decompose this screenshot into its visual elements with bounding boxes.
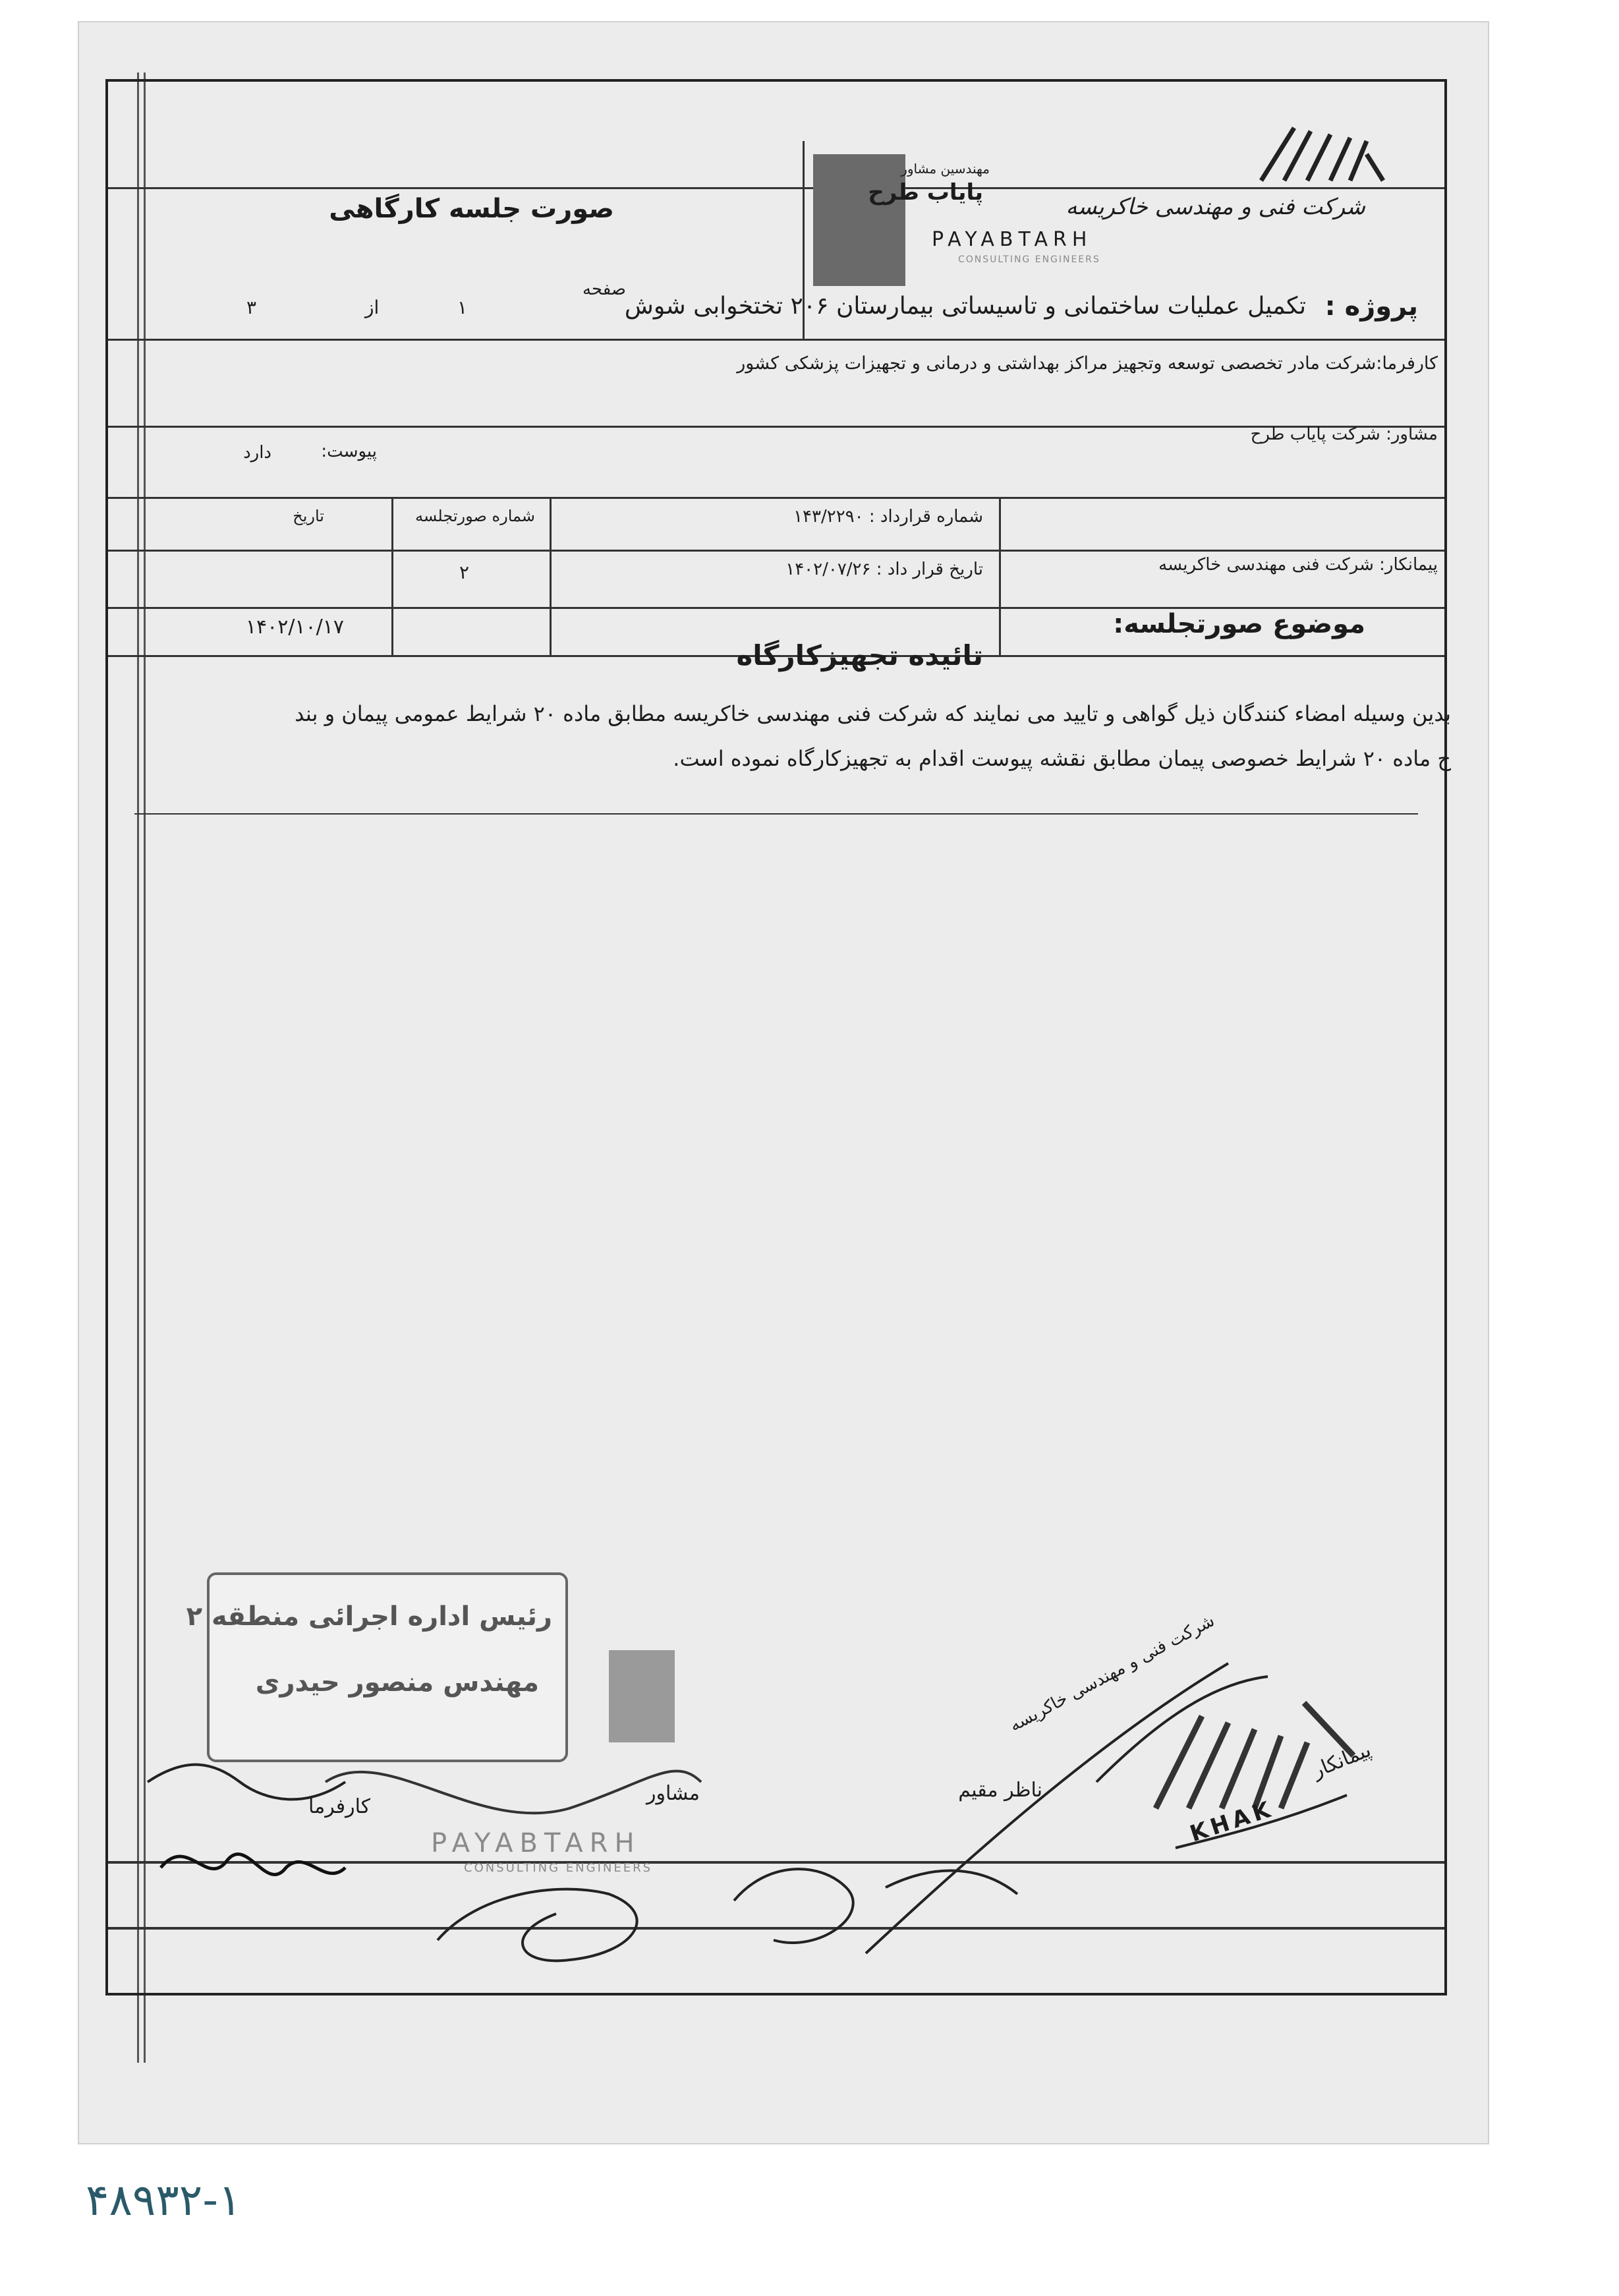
consultant-logo-name: پایاب طرح: [868, 179, 983, 206]
total-pages: ۳: [246, 297, 257, 318]
project-label: پروژه :: [1324, 291, 1418, 322]
consultant-stamp-name: PAYABTARH: [431, 1828, 641, 1858]
form-title: صورت جلسه کارگاهی: [329, 194, 614, 224]
consultant-logo-tagline: CONSULTING ENGINEERS: [958, 254, 1100, 265]
page-label: صفحه: [582, 279, 626, 299]
date-label: تاریخ: [293, 507, 324, 525]
date-value: ۱۴۰۲/۱۰/۱۷: [245, 616, 344, 639]
resident-supervisor-label: ناظر مقیم: [958, 1779, 1042, 1802]
employer-signature-label: کارفرما: [308, 1795, 370, 1818]
consultant-logo-mark: [813, 154, 905, 286]
employer: کارفرما:شرکت مادر تخصصی توسعه وتجهیز مراکز بهداشتی و درمانی و تجهیزات پزشکی کشور: [737, 353, 1438, 374]
contractor: پیمانکار: شرکت فنی مهندسی خاکریسه: [1158, 555, 1438, 575]
consultant-logo-en: PAYABTARH: [932, 228, 1093, 251]
stamp-line-1: رئیس اداره اجرائی منطقه ۲: [186, 1601, 552, 1632]
consultant: مشاور: شرکت پایاب طرح: [1250, 424, 1438, 444]
contractor-logo-name: شرکت فنی و مهندسی خاکریسه: [1065, 194, 1365, 220]
attachment-value: دارد: [243, 443, 271, 463]
consultant-stamp-tagline: CONSULTING ENGINEERS: [464, 1861, 653, 1875]
contractor-stamp-en: KHAK: [1187, 1795, 1278, 1848]
minutes-number-value: ۲: [459, 561, 469, 583]
contractor-stamp-text: شرکت فنی و مهندسی خاکریسه: [1006, 1611, 1218, 1736]
signatures-ink: [108, 1584, 1426, 1980]
subject-label: موضوع صورتجلسه:: [1113, 609, 1365, 639]
body-line-2: ح ماده ۲۰ شرایط خصوصی پیمان مطابق نقشه پیوست اقدام به تجهیزکارگاه نموده است.: [673, 746, 1451, 771]
project-name: تکمیل عملیات ساختمانی و تاسیساتی بیمارستان ۲۰۶ تختخوابی شوش: [624, 293, 1306, 320]
contract-number: شماره قرارداد : ۱۴۳/۲۲۹۰: [793, 507, 983, 527]
minutes-form: [105, 79, 1451, 1995]
contractor-signature-label: پیمانکار: [1309, 1738, 1375, 1783]
consultant-signature-label: مشاور: [646, 1782, 700, 1805]
stamp-line-2: مهندس منصور حیدری: [255, 1667, 539, 1698]
attachment-label: پیوست:: [321, 442, 377, 461]
contractor-logo-icon: [1255, 115, 1386, 187]
contract-date: تاریخ قرار داد : ۱۴۰۲/۰۷/۲۶: [785, 560, 983, 579]
body-line-1: بدین وسیله امضاء کنندگان ذیل گواهی و تایید می نمایند که شرکت فنی مهندسی خاکریسه مطابق ماده ۲۰ شرایط عمومی پیمان و بند: [295, 701, 1451, 726]
of-label: از: [365, 297, 380, 318]
page-number: ۱: [457, 297, 468, 318]
consultant-logo-small: مهندسین مشاور: [901, 161, 990, 177]
subject-value: تائیده تجهیزکارگاه: [736, 639, 983, 672]
handwritten-reference: ۴۸۹۳۲-۱: [86, 2175, 242, 2225]
minutes-number-label: شماره صورتجلسه: [415, 507, 535, 525]
